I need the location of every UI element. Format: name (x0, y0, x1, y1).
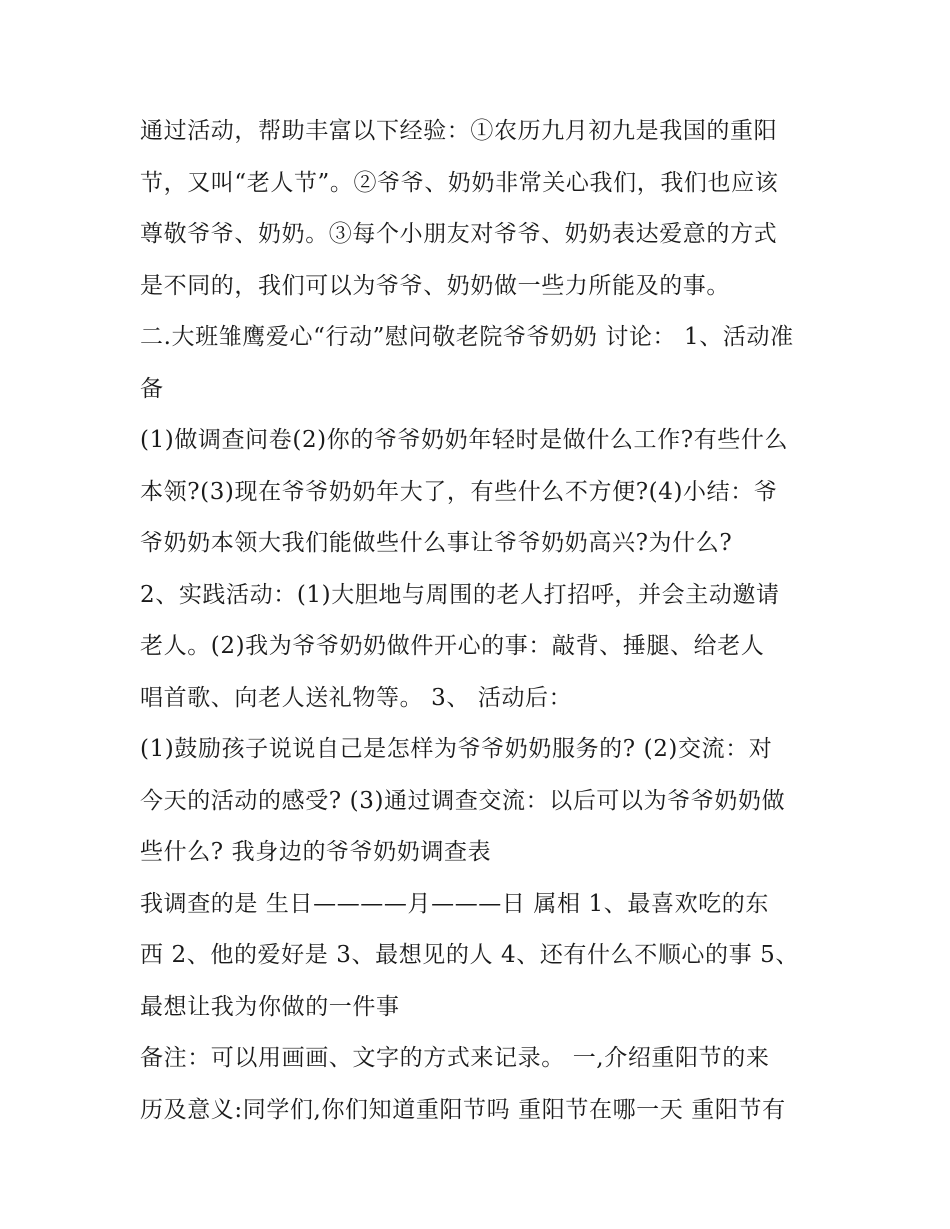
paragraph-notes (140, 1033, 820, 1136)
text-line: 通过活动，帮助丰富以下经验：①农历九月初九是我国的重阳 (140, 118, 778, 144)
text-line: 二.大班雏鹰爱心“行动”慰问敬老院爷爷奶奶 讨论： 1、活动准 (140, 324, 794, 350)
text-line: 历及意义:同学们,你们知道重阳节吗 重阳节在哪一天 重阳节有 (140, 1096, 786, 1123)
text-line: 备 (140, 375, 164, 402)
paragraph-activity-goals (140, 106, 820, 312)
text-line: 今天的活动的感受? (3)通过调查交流：以后可以为爷爷奶奶做 (140, 787, 786, 814)
text-line: 节，又叫“老人节”。②爷爷、奶奶非常关心我们，我们也应该 (140, 169, 779, 196)
paragraph-section-two-heading (140, 312, 820, 415)
text-line: 西 2、他的爱好是 3、最想见的人 4、还有什么不顺心的事 5、 (140, 942, 799, 968)
text-line: 尊敬爷爷、奶奶。③每个小朋友对爷爷、奶奶表达爱意的方式 (140, 221, 778, 247)
text-line: 是不同的，我们可以为爷爷、奶奶做一些力所能及的事。 (140, 272, 730, 299)
text-line: (1)鼓励孩子说说自己是怎样为爷爷奶奶服务的? (2)交流：对 (140, 736, 773, 762)
text-line: 老人。(2)我为爷爷奶奶做件开心的事：敲背、捶腿、给老人 (140, 633, 765, 659)
paragraph-survey-form (140, 879, 820, 1034)
text-line: 我调查的是 生日————月———日 属相 1、最喜欢吃的东 (140, 890, 769, 917)
text-line: 备注：可以用画画、文字的方式来记录。 一,介绍重阳节的来 (140, 1045, 770, 1071)
text-line: 2、实践活动：(1)大胆地与周围的老人打招呼，并会主动邀请 (140, 581, 780, 608)
text-line: 最想让我为你做的一件事 (140, 993, 400, 1020)
paragraph-practice-activity (140, 570, 820, 725)
text-line: 爷奶奶本领大我们能做些什么事让爷爷奶奶高兴?为什么? (140, 530, 733, 556)
text-line: 些什么? 我身边的爷爷奶奶调查表 (140, 839, 492, 865)
text-line: 本领?(3)现在爷爷奶奶年大了，有些什么不方便?(4)小结：爷 (140, 478, 778, 505)
paragraph-preparation (140, 415, 820, 570)
text-line: (1)做调查问卷(2)你的爷爷奶奶年轻时是做什么工作?有些什么 (140, 427, 789, 453)
text-line: 唱首歌、向老人送礼物等。 3、 活动后： (140, 684, 573, 711)
document-body (140, 106, 820, 1136)
paragraph-after-activity (140, 724, 820, 879)
